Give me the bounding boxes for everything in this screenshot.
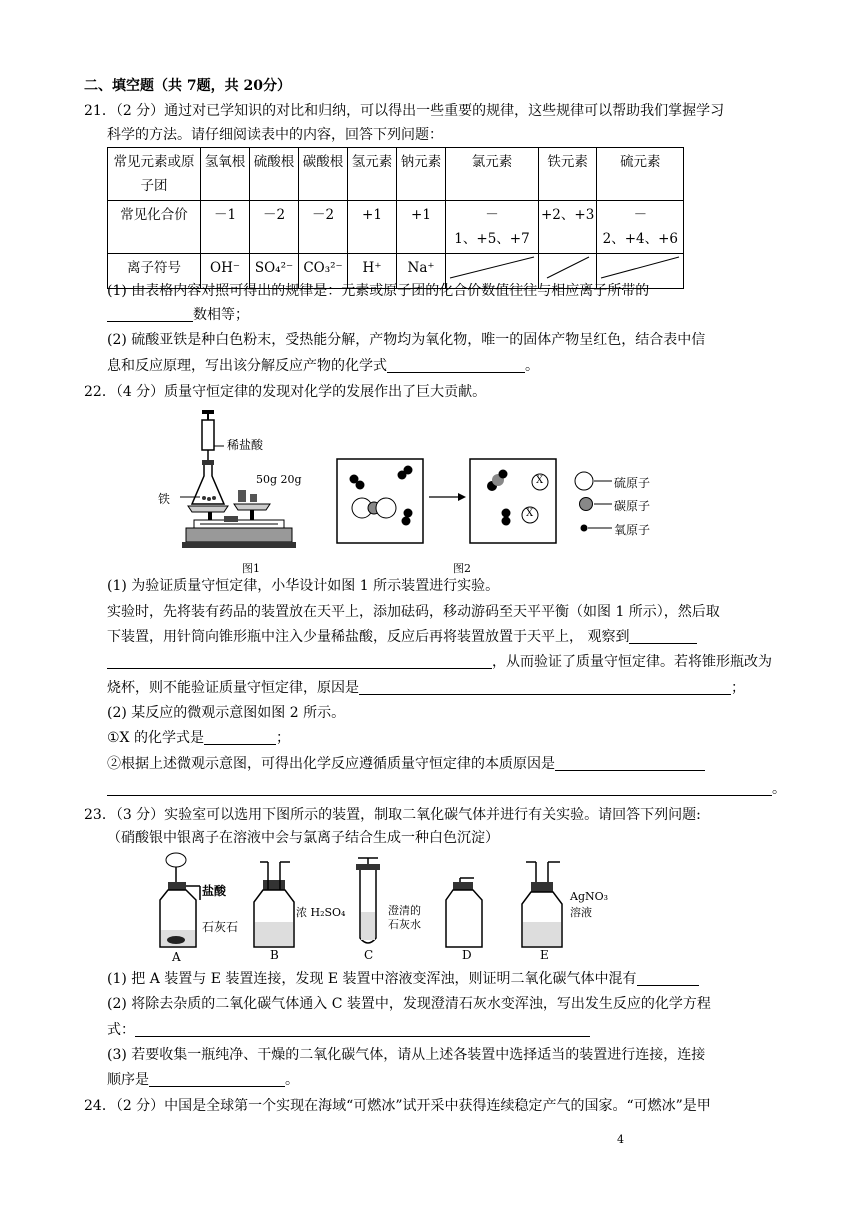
x-molecule-label: X: [526, 508, 534, 519]
table-header-cell: 硫元素: [597, 148, 684, 201]
q21-stem-2: 科学的方法。请仔细阅读表中的内容，回答下列问题：: [107, 127, 443, 143]
q22-part1-line5: 烧杯，则不能验证质量守恒定律，原因是 ；: [107, 680, 745, 696]
q23-part1: (1) 把 A 装置与 E 装置连接，发现 E 装置中溶液变浑浊，则证明二氧化碳气体中混有: [107, 969, 699, 989]
sulfur-atom-legend: 硫原子: [614, 476, 651, 490]
answer-blank[interactable]: [135, 1021, 590, 1037]
oxygen-atom-legend: 氧原子: [614, 523, 651, 537]
answer-blank[interactable]: [107, 780, 772, 796]
q23-part3: (3) 若要收集一瓶纯净、干燥的二氧化碳气体，请从上述各装置中选择适当的装置进行连接，连接: [107, 1047, 706, 1063]
limewater-label-2: 石灰水: [388, 918, 421, 931]
valence-table: [107, 147, 684, 289]
q22-part2-a: ①X 的化学式是 ；: [107, 730, 290, 746]
answer-blank[interactable]: [359, 679, 731, 695]
acid-label: 稀盐酸: [227, 438, 264, 452]
q21-part2-line2: 息和反应原理，写出该分解反应产物的化学式 。: [107, 358, 539, 374]
table-header-cell: 铁元素: [539, 148, 597, 201]
table-cell: +2、+3: [539, 201, 597, 254]
apparatus-letter: A: [172, 950, 181, 964]
table-header-cell: 碳酸根: [299, 148, 348, 201]
q21-part1-line2: 数相等；: [107, 305, 249, 325]
q21-stem: 21．（2 分）通过对已学知识的对比和归纳，可以得出一些重要的规律，这些规律可以帮助我们掌握学习: [84, 103, 725, 119]
answer-blank[interactable]: [555, 755, 705, 771]
table-cell: －1、+5、+7: [446, 201, 539, 254]
q23-stem: 23．（3 分）实验室可以选用下图所示的装置，制取二氧化碳气体并进行有关实验。请回答下列问题:: [84, 807, 701, 823]
table-row-label: 常见化合价: [108, 201, 201, 254]
answer-blank[interactable]: [387, 357, 525, 373]
apparatus-letter: B: [270, 948, 279, 962]
weights-label: 50g 20g: [256, 473, 302, 486]
answer-blank[interactable]: [204, 729, 276, 745]
sulfuric-acid-label: 浓 H₂SO₄: [296, 906, 346, 919]
limestone-label: 石灰石: [202, 920, 239, 934]
table-cell: OH⁻: [201, 254, 250, 289]
answer-blank[interactable]: [149, 1071, 285, 1087]
q23-note: （硝酸银中银离子在溶液中会与氯离子结合生成一种白色沉淀）: [107, 830, 499, 846]
apparatus-letter: D: [462, 948, 472, 962]
q22-part1-line2: 实验时，先将装有药品的装置放在天平上，添加砝码，移动游码至天平平衡（如图 1 所示），然后取: [107, 604, 720, 620]
table-header-cell: 硫酸根: [250, 148, 299, 201]
table-cell: CO₃²⁻: [299, 254, 348, 289]
table-header-cell: 常见元素或原子团: [108, 148, 201, 201]
table-header-cell: 钠元素: [397, 148, 446, 201]
silver-nitrate-label: AgNO₃: [570, 890, 609, 903]
q23-part2-line2: 式：: [107, 1020, 590, 1040]
diagonal-line: [597, 254, 683, 280]
table-cell: －1: [201, 201, 250, 254]
x-molecule-label: X: [536, 475, 544, 486]
table-header-cell: 氢元素: [348, 148, 397, 201]
iron-label: 铁: [158, 492, 171, 506]
answer-blank[interactable]: [629, 628, 697, 644]
q21-part1: (1) 由表格内容对照可得出的规律是：元素或原子团的化合价数值往往与相应离子所带的: [107, 283, 650, 299]
q22-part1-line4: ，从而验证了质量守恒定律。若将锥形瓶改为: [107, 652, 772, 672]
q22-part2: (2) 某反应的微观示意图如图 2 所示。: [107, 705, 346, 721]
table-cell: +1: [348, 201, 397, 254]
q22-stem: 22．（4 分）质量守恒定律的发现对化学的发展作出了巨大贡献。: [84, 384, 487, 400]
table-cell: +1: [397, 201, 446, 254]
q24-stem: 24．（2 分）中国是全球第一个实现在海域“可燃冰”试开采中获得连续稳定产气的国家。“可燃冰”是甲: [84, 1098, 711, 1114]
diagonal-line: [544, 254, 592, 280]
q22-part1: (1) 为验证质量守恒定律，小华设计如图 1 所示装置进行实验。: [107, 578, 500, 594]
table-header-cell: 氢氧根: [201, 148, 250, 201]
apparatus-letter: E: [540, 948, 549, 962]
hcl-label: 盐酸: [202, 884, 227, 898]
solution-label: 溶液: [570, 906, 592, 919]
page-number: 4: [617, 1133, 624, 1146]
diagonal-line: [446, 254, 538, 280]
table-cell: －2: [250, 201, 299, 254]
table-cell: H⁺: [348, 254, 397, 289]
q23-part3-line2: 顺序是 。: [107, 1072, 299, 1088]
q22-part2-b-line2: 。: [107, 779, 786, 799]
q22-part1-line3: 下装置，用针筒向锥形瓶中注入少量稀盐酸，反应后再将装置放置于天平上， 观察到: [107, 627, 697, 647]
table-header-cell: 氯元素: [446, 148, 539, 201]
section-title: 二、填空题（共 7题，共 20分）: [84, 78, 291, 94]
figure1-caption: 图1: [242, 562, 260, 575]
q22-part2-b: ②根据上述微观示意图，可得出化学反应遵循质量守恒定律的本质原因是: [107, 754, 705, 774]
table-cell: Na⁺: [397, 254, 446, 289]
table-cell: －2: [299, 201, 348, 254]
q21-part2: (2) 硫酸亚铁是种白色粉末，受热能分解，产物均为氧化物，唯一的固体产物呈红色，结合表中信: [107, 332, 706, 348]
answer-blank[interactable]: [107, 306, 193, 322]
table-cell: －2、+4、+6: [597, 201, 684, 254]
q23-part2: (2) 将除去杂质的二氧化碳气体通入 C 装置中，发现澄清石灰水变浑浊，写出发生反应的化学方程: [107, 996, 711, 1012]
table-cell: SO₄²⁻: [250, 254, 299, 289]
figure2-caption: 图2: [453, 562, 471, 575]
answer-blank[interactable]: [637, 970, 699, 986]
carbon-atom-legend: 碳原子: [614, 499, 651, 513]
apparatus-letter: C: [364, 948, 374, 962]
limewater-label-1: 澄清的: [388, 904, 421, 917]
table-row-label: 离子符号: [108, 254, 201, 289]
answer-blank[interactable]: [107, 653, 492, 669]
